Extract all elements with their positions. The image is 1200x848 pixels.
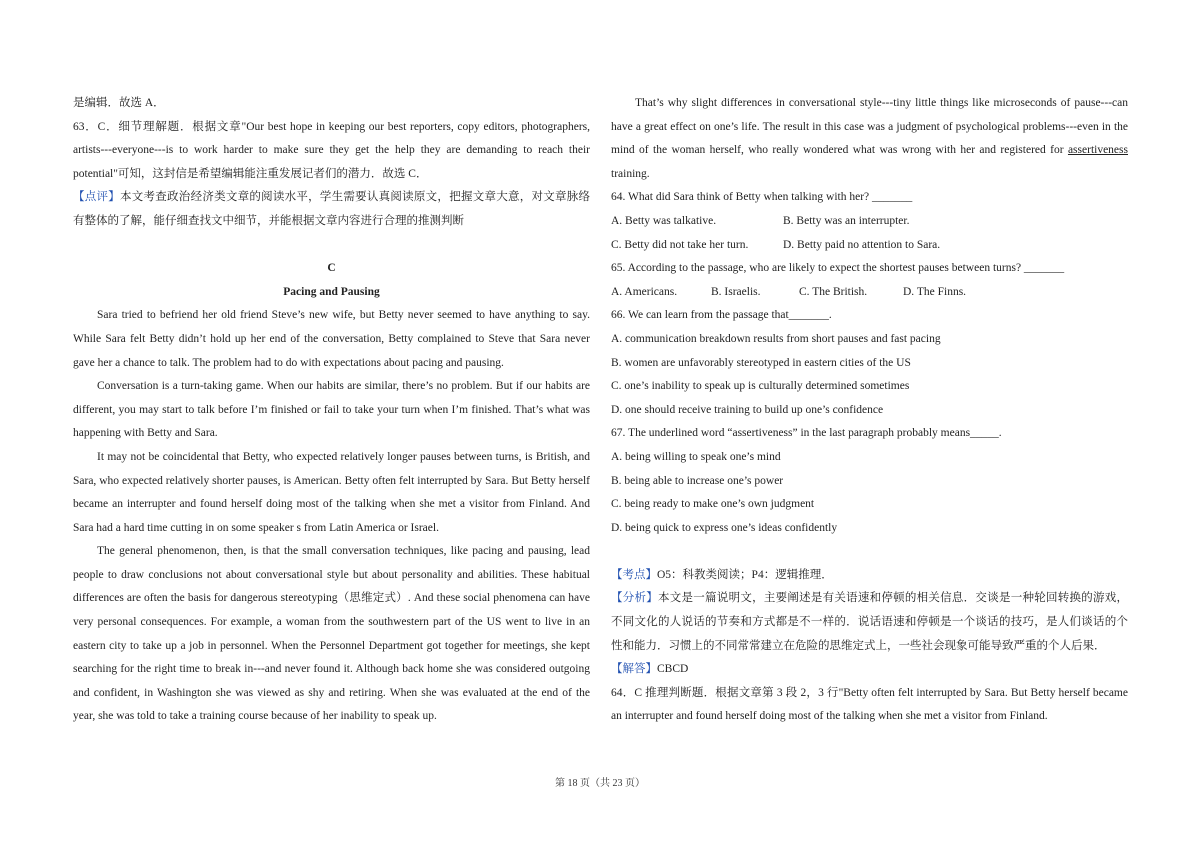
q64-option-a: A. Betty was talkative. [611, 214, 717, 227]
jieda-text: CBCD [657, 663, 689, 676]
q64-option-c: C. Betty did not take her turn. [611, 238, 749, 251]
q66-option-b: B. women are unfavorably stereotyped in eastern cities of the US [611, 356, 911, 369]
passage-paragraph-1: Sara tried to befriend her old friend Steve’s new wife, but Betty never seemed to have anything to say. While Sara felt Betty didn’t hold up her end of the conversation, Betty complained to Steve that Sara never gave her a chance to talk. The problem had to do with expectations about pacing and pausing. [73, 309, 590, 369]
spacer [73, 234, 590, 258]
fenxi [611, 587, 1128, 658]
question-66: 66. We can learn from the passage that_______. [611, 309, 832, 322]
paragraph-5-start: That’s why slight differences in conversational style---tiny little things like microseconds of pause---can have a great effect on one’s life. The result in this case was a judgment of psychological problems---even in the mind of the woman herself, who really wondered what was wrong with her and registered for [611, 97, 1128, 157]
comment-tag: 【点评】 [73, 191, 121, 204]
q65-option-c: C. The British. [799, 285, 868, 298]
q65-option-b: B. Israelis. [711, 285, 761, 298]
underlined-word: assertiveness [1067, 144, 1128, 157]
kaodian-tag: 【考点】 [611, 568, 657, 581]
jieda [611, 658, 1128, 682]
passage-paragraph-4: The general phenomenon, then, is that the small conversation techniques, like pacing and pausing, lead people to draw conclusions not about conversational style but about personality and abilities. These habitual differences are often the basis for dangerous stereotyping（思维定式）. And these social phenomena can have very personal consequences. For example, a woman from the southwestern part of the US went to live in an eastern city to take up a job in personnel. When the Personnel Department got together for meetings, she kept searching for the right time to break in---and never found it. Although back home she was considered outgoing and confident, in Washington she was viewed as shy and retiring. When she was evaluated at the end of the year, she was told to take a training course because of her inability to speak up. [73, 545, 590, 723]
q65-option-a: A. Americans. [611, 285, 678, 298]
left-column [73, 92, 590, 729]
answer-63: 63．C．细节理解题．根据文章"Our best hope in keeping our best reporters, copy editors, photographers, artists---everyone---is to work harder to make sure they get the help they are demanding to reach their potential"可知，这封信是希望编辑能注重发展记者们的潜力．故选 C． [73, 120, 590, 180]
question-64: 64. What did Sara think of Betty when talking with her? _______ [611, 191, 913, 204]
fenxi-text: 本文是一篇说明文，主要阐述是有关语速和停顿的相关信息．交谈是一种轮回转换的游戏，不同文化的人说话的节奏和方式都是不一样的．说话语速和停顿是一个谈话的技巧，是人们谈话的个性和能力．习惯上的不同常常建立在危险的思维定式上，一些社会现象可能导致严重的个人后果． [611, 592, 1129, 652]
comment [73, 186, 590, 233]
q66-option-d: D. one should receive training to build up one’s confidence [611, 403, 884, 416]
q67-option-a: A. being willing to speak one’s mind [611, 450, 781, 463]
q65-options [611, 281, 1128, 305]
q67-option-b: B. being able to increase one’s power [611, 474, 784, 487]
answer-64: 64．C 推理判断题．根据文章第 3 段 2，3 行"Betty often felt interrupted by Sara. But Betty herself became an interrupter and found herself doing most of the talking when she met a visitor from Finland. [611, 686, 1128, 723]
kaodian [611, 564, 1128, 588]
jieda-tag: 【解答】 [611, 663, 657, 676]
passage-paragraph-5 [611, 92, 1128, 186]
right-column [611, 92, 1128, 729]
page-footer: 第 18 页（共 23 页） [555, 778, 645, 789]
q67-option-c: C. being ready to make one’s own judgment [611, 498, 815, 511]
section-letter: C [327, 262, 336, 275]
question-65: 65. According to the passage, who are likely to expect the shortest pauses between turns? _______ [611, 262, 1065, 275]
q64-options-row-2 [611, 234, 1128, 258]
passage-paragraph-2: Conversation is a turn-taking game. When our habits are similar, there’s no problem. But if our habits are different, you may start to talk before I’m finished or fail to take your turn when I’m finished. That’s what was happening with Betty and Sara. [73, 380, 590, 440]
q64-option-b: B. Betty was an interrupter. [783, 214, 910, 227]
q66-option-a: A. communication breakdown results from short pauses and fast pacing [611, 332, 941, 345]
spacer [611, 540, 1128, 564]
q65-option-d: D. The Finns. [903, 285, 967, 298]
kaodian-text: O5：科教类阅读；P4：逻辑推理． [657, 568, 833, 581]
prev-answer-end: 是编辑．故选 A． [73, 97, 165, 109]
paragraph-5-end: training. [611, 167, 650, 180]
fenxi-tag: 【分析】 [611, 592, 659, 605]
q67-option-d: D. being quick to express one’s ideas confidently [611, 521, 838, 534]
q64-option-d: D. Betty paid no attention to Sara. [783, 238, 941, 251]
passage-title: Pacing and Pausing [283, 285, 380, 298]
q64-options-row-1 [611, 210, 1128, 234]
passage-paragraph-3: It may not be coincidental that Betty, who expected relatively longer pauses between turns, is British, and Sara, who expected relatively shorter pauses, is American. Betty often felt interrupted by Sara. But Betty herself became an interrupter and found herself doing most of the talking when she met a visitor from Finland. And Sara had a hard time cutting in on some speaker s from Latin America or Israel. [73, 450, 590, 534]
comment-text: 本文考查政治经济类文章的阅读水平，学生需要认真阅读原文，把握文章大意，对文章脉络有整体的了解，能仔细查找文中细节，并能根据文章内容进行合理的推测判断 [73, 191, 591, 227]
q66-option-c: C. one’s inability to speak up is culturally determined sometimes [611, 380, 910, 393]
question-67: 67. The underlined word “assertiveness” in the last paragraph probably means_____. [611, 427, 1002, 440]
